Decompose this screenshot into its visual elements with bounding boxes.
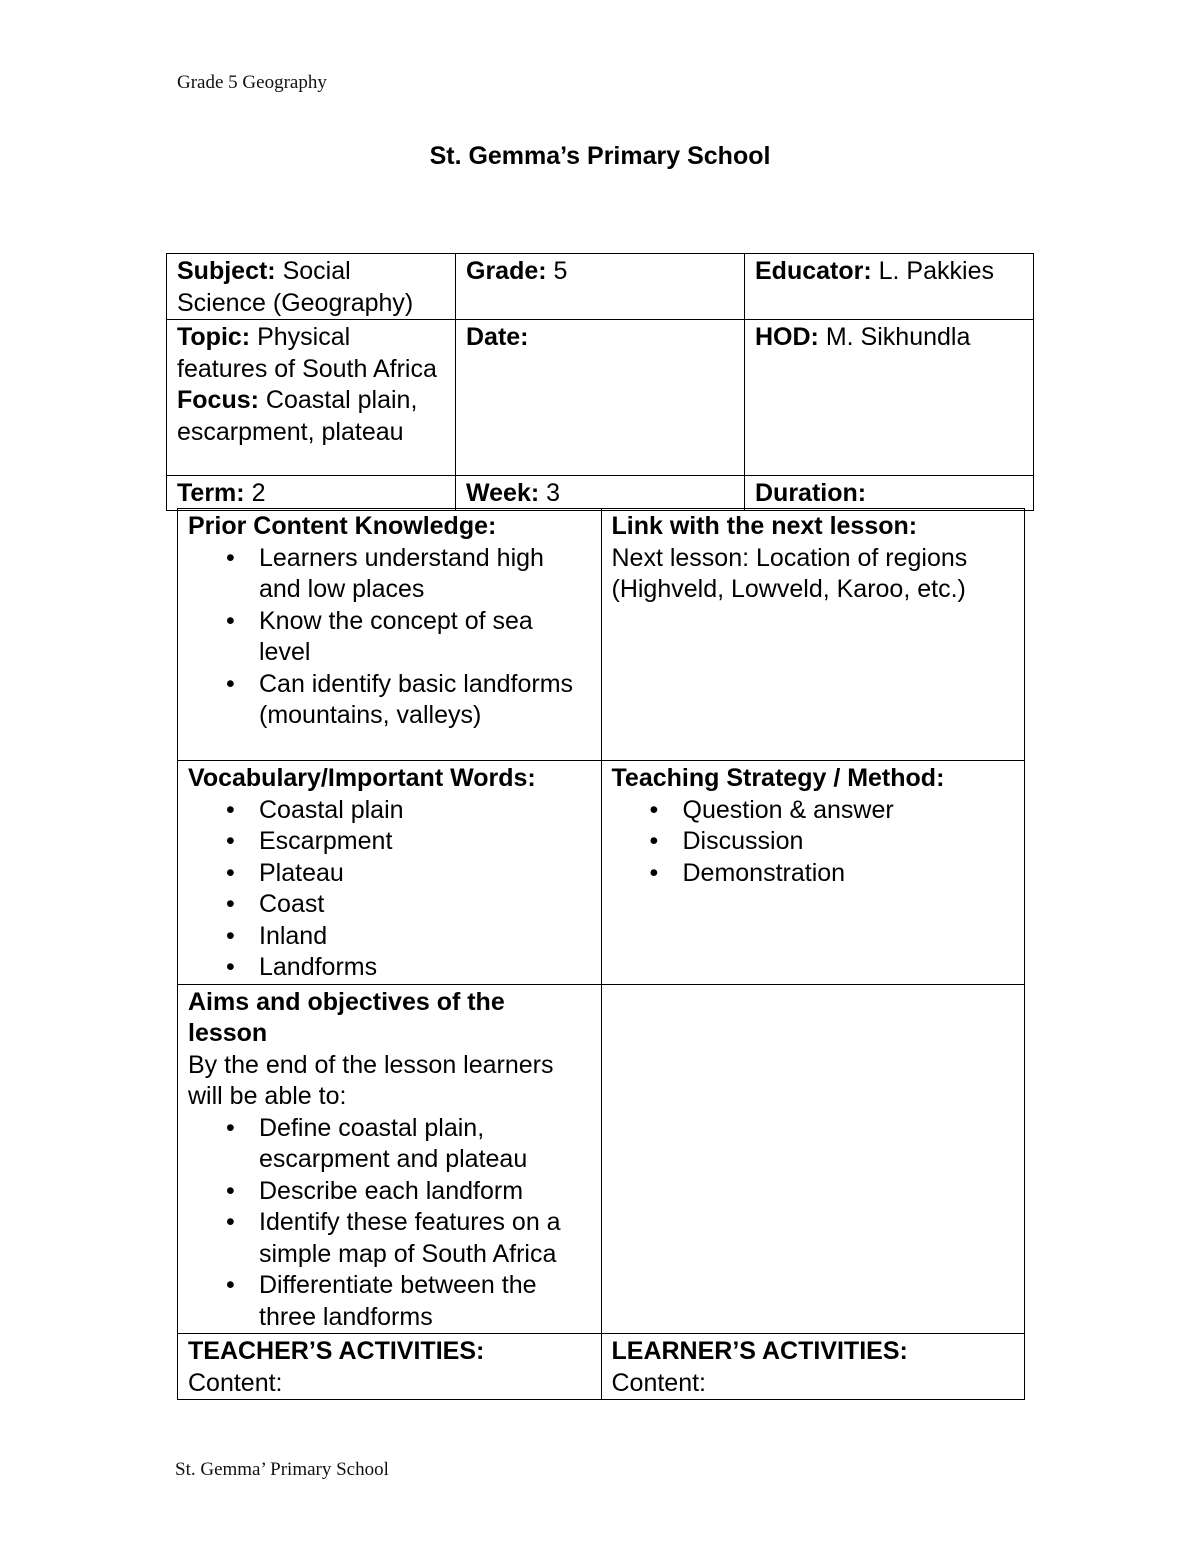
aims-heading: Aims and objectives of the lesson xyxy=(188,987,505,1047)
subject-value: Social Science (Geography) xyxy=(177,257,414,317)
teacher-content-label: Content: xyxy=(188,1368,283,1397)
subject-label: Subject: xyxy=(177,257,276,285)
duration-label: Duration: xyxy=(755,479,867,507)
prior-knowledge-cell xyxy=(178,509,602,761)
bullet-icon: • xyxy=(226,921,235,950)
strategy-list xyxy=(612,795,1015,890)
lesson-info-table xyxy=(166,253,1034,511)
next-lesson-cell xyxy=(601,509,1025,761)
list-item: • Can identify basic landforms (mountains, valleys) xyxy=(226,669,574,729)
list-item: • Identify these features on a simple map of South Africa xyxy=(226,1208,561,1268)
grade-value: 5 xyxy=(553,257,568,285)
bullet-icon: • xyxy=(226,669,235,698)
date-cell xyxy=(456,320,745,476)
bullet-icon: • xyxy=(226,795,235,824)
bullet-icon: • xyxy=(226,1113,235,1142)
bullet-icon: • xyxy=(226,1176,235,1205)
next-lesson-text: Next lesson: Location of regions (Highveld, Lowveld, Karoo, etc.) xyxy=(611,543,968,603)
bullet-icon: • xyxy=(226,543,235,572)
list-item: • Differentiate between the three landforms xyxy=(226,1271,537,1331)
bullet-icon: • xyxy=(226,1271,235,1299)
bullet-icon: • xyxy=(226,606,235,635)
next-lesson-heading: Link with the next lesson: xyxy=(611,512,918,540)
list-item: • Landforms xyxy=(188,952,591,984)
list-item: • Plateau xyxy=(188,858,591,890)
empty-cell xyxy=(601,984,1025,1334)
grade-cell xyxy=(456,254,745,320)
bullet-icon: • xyxy=(649,827,659,855)
week-label: Week: xyxy=(466,479,540,507)
lesson-plan-table xyxy=(177,508,1025,1400)
list-item: • Coast xyxy=(188,889,591,921)
learner-activities-cell xyxy=(601,1334,1025,1400)
hod-cell xyxy=(745,320,1034,476)
bullet-icon: • xyxy=(226,890,235,918)
term-cell xyxy=(167,476,456,511)
list-item: • Define coastal plain, escarpment and plateau xyxy=(226,1113,528,1173)
list-item: • Learners understand high and low places xyxy=(226,543,544,603)
list-item: • Inland xyxy=(188,921,591,953)
learner-content-label: Content: xyxy=(611,1368,707,1397)
vocabulary-cell xyxy=(178,761,602,985)
list-item: • Discussion xyxy=(612,826,1015,858)
grade-label: Grade: xyxy=(466,257,547,285)
vocabulary-heading: Vocabulary/Important Words: xyxy=(188,764,536,792)
prior-knowledge-list xyxy=(188,543,591,732)
hod-value: M. Sikhundla xyxy=(825,323,971,351)
topic-cell xyxy=(167,320,456,476)
educator-cell xyxy=(745,254,1034,320)
topic-label: Topic: xyxy=(177,323,251,351)
week-value: 3 xyxy=(546,479,561,507)
list-item: • Know the concept of sea level xyxy=(226,606,533,666)
bullet-icon: • xyxy=(649,858,659,887)
date-label: Date: xyxy=(466,323,529,351)
teacher-activities-cell xyxy=(178,1334,602,1400)
vocabulary-list xyxy=(188,795,591,984)
strategy-heading: Teaching Strategy / Method: xyxy=(611,764,945,792)
bullet-icon: • xyxy=(226,1208,235,1236)
subject-cell xyxy=(167,254,456,320)
week-cell xyxy=(456,476,745,511)
aims-cell xyxy=(178,984,602,1334)
bullet-icon: • xyxy=(226,858,235,887)
aims-intro: By the end of the lesson learners will be able to: xyxy=(188,1050,554,1110)
educator-value: L. Pakkies xyxy=(878,257,994,285)
topic-value: Physical features of South Africa xyxy=(177,323,437,383)
learner-activities-heading: LEARNER’S ACTIVITIES: xyxy=(611,1337,908,1365)
running-header: Grade 5 Geography xyxy=(177,72,327,93)
teacher-activities-heading: TEACHER’S ACTIVITIES: xyxy=(188,1337,485,1365)
list-item: • Escarpment xyxy=(188,826,591,858)
list-item: • Describe each landform xyxy=(188,1176,591,1208)
list-item: • Question & answer xyxy=(612,795,1015,827)
hod-label: HOD: xyxy=(755,323,819,351)
bullet-icon: • xyxy=(226,827,235,855)
bullet-icon: • xyxy=(649,795,659,824)
prior-knowledge-heading: Prior Content Knowledge: xyxy=(188,512,497,540)
bullet-icon: • xyxy=(226,953,235,981)
duration-cell xyxy=(745,476,1034,511)
page-title: St. Gemma’s Primary School xyxy=(429,142,771,170)
educator-label: Educator: xyxy=(755,257,872,285)
list-item: • Coastal plain xyxy=(188,795,591,827)
strategy-cell xyxy=(601,761,1025,985)
term-label: Term: xyxy=(177,479,245,507)
list-item: • Demonstration xyxy=(612,858,1015,890)
focus-value: Coastal plain, escarpment, plateau xyxy=(177,386,418,446)
term-value: 2 xyxy=(251,479,266,507)
aims-list xyxy=(188,1113,591,1334)
focus-label: Focus: xyxy=(177,386,259,414)
running-footer: St. Gemma’ Primary School xyxy=(175,1459,389,1480)
